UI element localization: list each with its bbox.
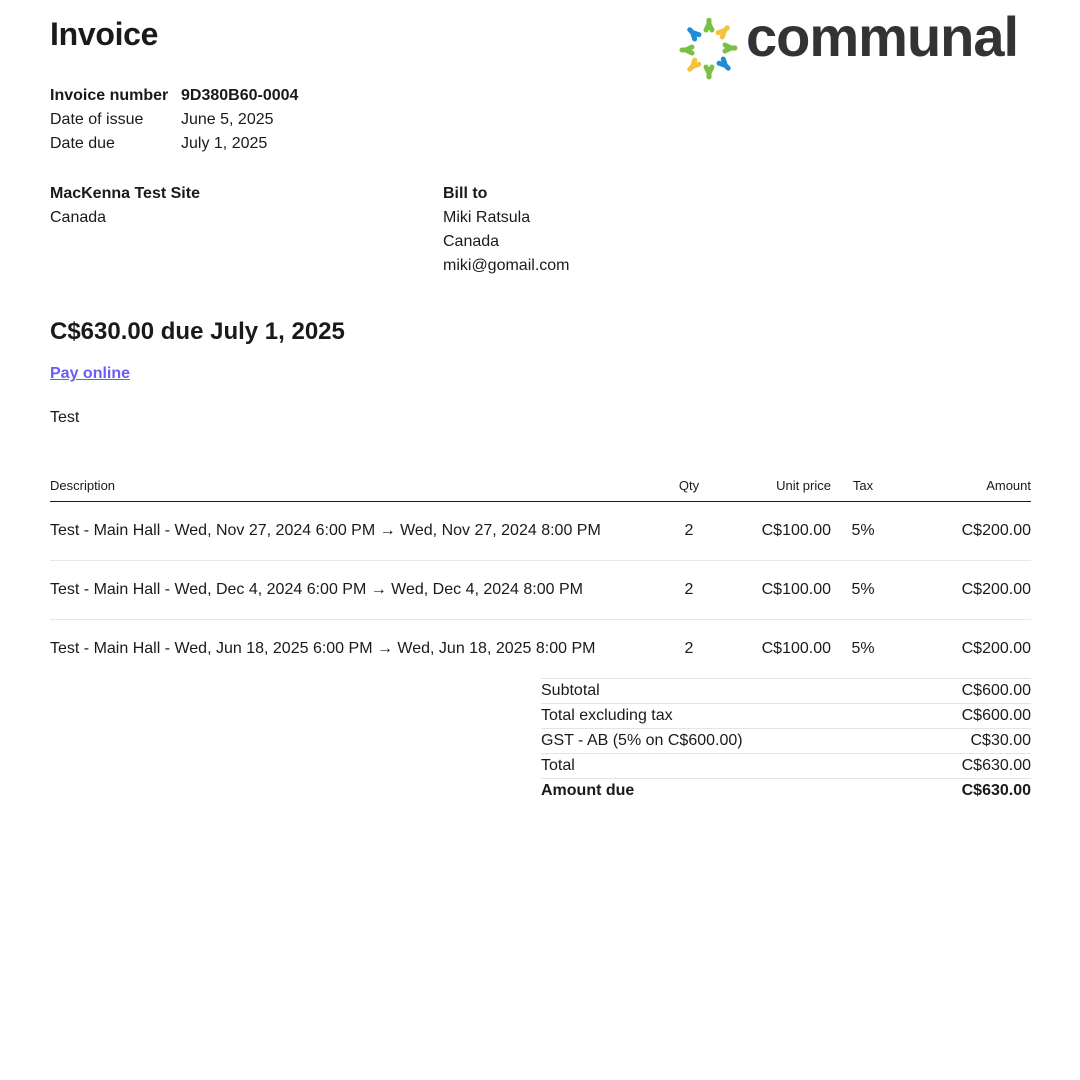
line-amount: C$200.00 bbox=[961, 640, 1031, 657]
summary-label: GST - AB (5% on C$600.00) bbox=[541, 729, 906, 754]
bill-to-country: Canada bbox=[443, 233, 500, 250]
bill-to-heading: Bill to bbox=[443, 185, 488, 202]
invoice-title: Invoice bbox=[50, 16, 159, 52]
line-unit-price: C$100.00 bbox=[703, 502, 831, 561]
summary-value: C$600.00 bbox=[906, 679, 1031, 704]
line-unit-price: C$100.00 bbox=[761, 640, 831, 657]
from-name: MacKenna Test Site bbox=[50, 185, 200, 202]
pay-online-link[interactable]: Pay online bbox=[50, 365, 131, 382]
column-header-tax: Tax bbox=[831, 470, 895, 502]
summary-value: C$630.00 bbox=[906, 779, 1031, 804]
summary-row-gst bbox=[541, 729, 1031, 754]
summary-value: C$600.00 bbox=[906, 704, 1031, 729]
line-tax: 5% bbox=[831, 561, 895, 620]
invoice-summary bbox=[541, 678, 1031, 803]
meta-row-date-due bbox=[50, 132, 312, 156]
meta-label: Date due bbox=[50, 135, 115, 152]
meta-row-invoice-number bbox=[50, 84, 312, 108]
line-amount: C$200.00 bbox=[895, 561, 1031, 620]
bill-to-address bbox=[443, 182, 569, 278]
column-header-qty: Qty bbox=[675, 470, 703, 502]
line-description: Test - Main Hall - Wed, Dec 4, 2024 6:00 PM → Wed, Dec 4, 2024 8:00 PM bbox=[50, 561, 675, 620]
table-row bbox=[50, 502, 1031, 561]
amount-due-heading: C$630.00 due July 1, 2025 bbox=[50, 318, 345, 345]
line-qty: 2 bbox=[675, 561, 703, 620]
line-items-table bbox=[50, 470, 1031, 678]
summary-row-amount-due bbox=[541, 779, 1031, 804]
summary-label: Total excluding tax bbox=[541, 704, 906, 729]
summary-row-total bbox=[541, 754, 1031, 779]
invoice-meta bbox=[50, 84, 312, 156]
date-due-value: July 1, 2025 bbox=[181, 135, 268, 152]
invoice-number-value: 9D380B60-0004 bbox=[181, 87, 299, 104]
line-tax: 5% bbox=[831, 502, 895, 561]
communal-logo-wordmark: communal bbox=[746, 5, 1019, 68]
line-amount: C$200.00 bbox=[895, 502, 1031, 561]
from-country: Canada bbox=[50, 209, 107, 226]
summary-value: C$630.00 bbox=[906, 754, 1031, 779]
communal-logo bbox=[676, 5, 1038, 84]
invoice-memo: Test bbox=[50, 409, 80, 426]
table-row bbox=[50, 620, 1031, 679]
line-description: Test - Main Hall - Wed, Jun 18, 2025 6:00 PM → Wed, Jun 18, 2025 8:00 PM bbox=[50, 640, 596, 657]
column-header-amount: Amount bbox=[895, 470, 1031, 502]
summary-value: C$30.00 bbox=[906, 729, 1031, 754]
table-row bbox=[50, 561, 1031, 620]
column-header-description: Description bbox=[50, 470, 675, 502]
summary-row-subtotal bbox=[541, 679, 1031, 704]
bill-to-email: miki@gomail.com bbox=[443, 257, 570, 274]
line-tax: 5% bbox=[851, 640, 875, 657]
date-of-issue-value: June 5, 2025 bbox=[181, 111, 274, 128]
meta-label: Date of issue bbox=[50, 111, 144, 128]
table-header-row bbox=[50, 470, 1031, 502]
summary-row-total-excluding-tax bbox=[541, 704, 1031, 729]
meta-label: Invoice number bbox=[50, 87, 169, 104]
from-address bbox=[50, 182, 200, 230]
summary-label: Total bbox=[541, 754, 906, 779]
line-unit-price: C$100.00 bbox=[703, 561, 831, 620]
summary-label: Amount due bbox=[541, 779, 906, 804]
meta-row-date-of-issue bbox=[50, 108, 312, 132]
summary-label: Subtotal bbox=[541, 679, 906, 704]
line-qty: 2 bbox=[675, 502, 703, 561]
line-qty: 2 bbox=[684, 640, 694, 657]
line-description: Test - Main Hall - Wed, Nov 27, 2024 6:00 PM → Wed, Nov 27, 2024 8:00 PM bbox=[50, 502, 675, 561]
communal-logo-icon bbox=[676, 18, 742, 84]
column-header-unit-price: Unit price bbox=[703, 470, 831, 502]
bill-to-name: Miki Ratsula bbox=[443, 209, 531, 226]
